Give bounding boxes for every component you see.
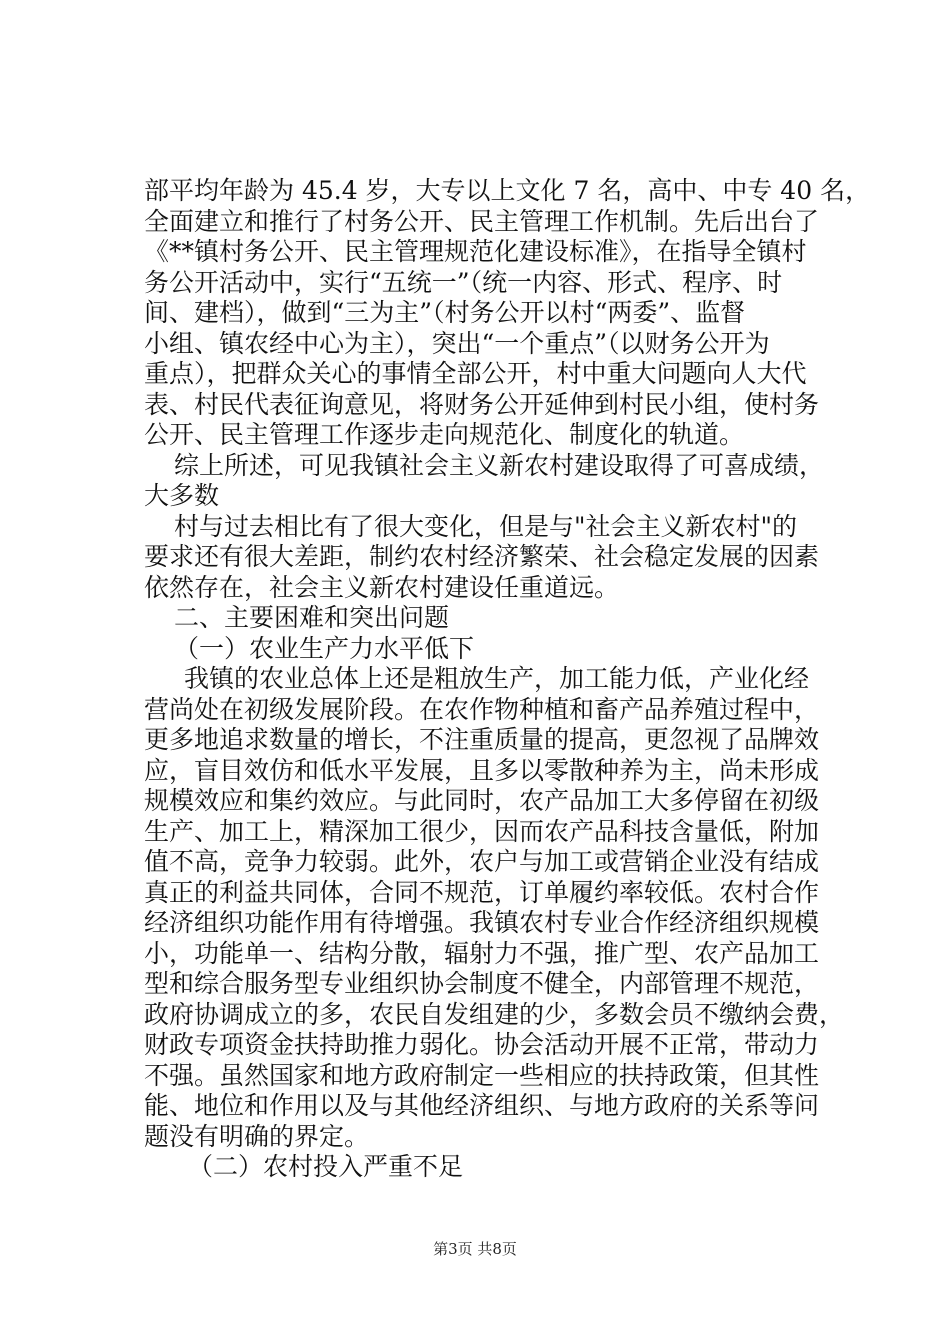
text-line: 重点），把群众关心的事情全部公开，村中重大问题向人大代 bbox=[144, 359, 807, 388]
text-line: 小，功能单一、结构分散，辐射力不强，推广型、农产品加工 bbox=[144, 938, 820, 968]
text-line: 值不高，竞争力较弱。此外，农户与加工或营销企业没有结成 bbox=[144, 847, 820, 876]
text-line: 依然存在，社会主义新农村建设任重道远。 bbox=[144, 572, 620, 602]
text-line: 村与过去相比有了很大变化，但是与"社会主义新农村"的 bbox=[174, 511, 798, 541]
text-line: 大多数 bbox=[144, 481, 220, 510]
text-line: （一）农业生产力水平低下 bbox=[174, 633, 475, 663]
text-line: 应，盲目效仿和低水平发展，且多以零散种养为主，尚未形成 bbox=[144, 755, 820, 785]
text-line: 题没有明确的界定。 bbox=[144, 1121, 370, 1151]
page-footer: 第3页 共8页 bbox=[433, 1240, 517, 1258]
text-line: 综上所述，可见我镇社会主义新农村建设取得了可喜成绩， bbox=[174, 450, 825, 480]
body-text bbox=[144, 176, 871, 1183]
text-line: 部平均年龄为 45.4 岁，大专以上文化 7 名，高中、中专 40 名， bbox=[144, 176, 871, 205]
text-line: 真正的利益共同体，合同不规范，订单履约率较低。农村合作 bbox=[144, 877, 820, 907]
text-line: 经济组织功能作用有待增强。我镇农村专业合作经济组织规模 bbox=[144, 908, 820, 937]
text-line: 生产、加工上，精深加工很少，因而农产品科技含量低，附加 bbox=[144, 816, 820, 846]
text-line: 要求还有很大差距，制约农村经济繁荣、社会稳定发展的因素 bbox=[144, 542, 820, 571]
text-line: 《**镇村务公开、民主管理规范化建设标准》，在指导全镇村 bbox=[144, 237, 807, 266]
text-line: 规模效应和集约效应。与此同时，农产品加工大多停留在初级 bbox=[144, 786, 820, 815]
text-line: 小组、镇农经中心为主），突出“一个重点”（以财务公开为 bbox=[144, 328, 770, 358]
text-line: 我镇的农业总体上还是粗放生产，加工能力低，产业化经 bbox=[184, 664, 810, 693]
text-line: 政府协调成立的多，农民自发组建的少，多数会员不缴纳会费， bbox=[144, 999, 845, 1029]
text-line: 营尚处在初级发展阶段。在农作物种植和畜产品养殖过程中， bbox=[144, 694, 820, 724]
text-line: 能、地位和作用以及与其他经济组织、与地方政府的关系等问 bbox=[144, 1091, 820, 1120]
text-line: 间、建档），做到“三为主”（村务公开以村“两委”、监督 bbox=[144, 298, 746, 327]
text-line: 财政专项资金扶持助推力弱化。协会活动开展不正常，带动力 bbox=[144, 1030, 820, 1059]
text-line: 公开、民主管理工作逐步走向规范化、制度化的轨道。 bbox=[144, 420, 745, 449]
text-line: 表、村民代表征询意见，将财务公开延伸到村民小组，使村务 bbox=[144, 389, 820, 419]
text-line: 不强。虽然国家和地方政府制定一些相应的扶持政策，但其性 bbox=[144, 1060, 820, 1090]
text-line: 二、主要困难和突出问题 bbox=[174, 603, 450, 632]
text-line: 务公开活动中，实行“五统一”（统一内容、形式、程序、时 bbox=[144, 267, 783, 297]
text-line: 更多地追求数量的增长，不注重质量的提高，更忽视了品牌效 bbox=[144, 725, 820, 754]
text-line: 型和综合服务型专业组织协会制度不健全，内部管理不规范， bbox=[144, 969, 820, 998]
text-line: 全面建立和推行了村务公开、民主管理工作机制。先后出台了 bbox=[144, 206, 820, 236]
text-line: （二）农村投入严重不足 bbox=[188, 1152, 464, 1181]
